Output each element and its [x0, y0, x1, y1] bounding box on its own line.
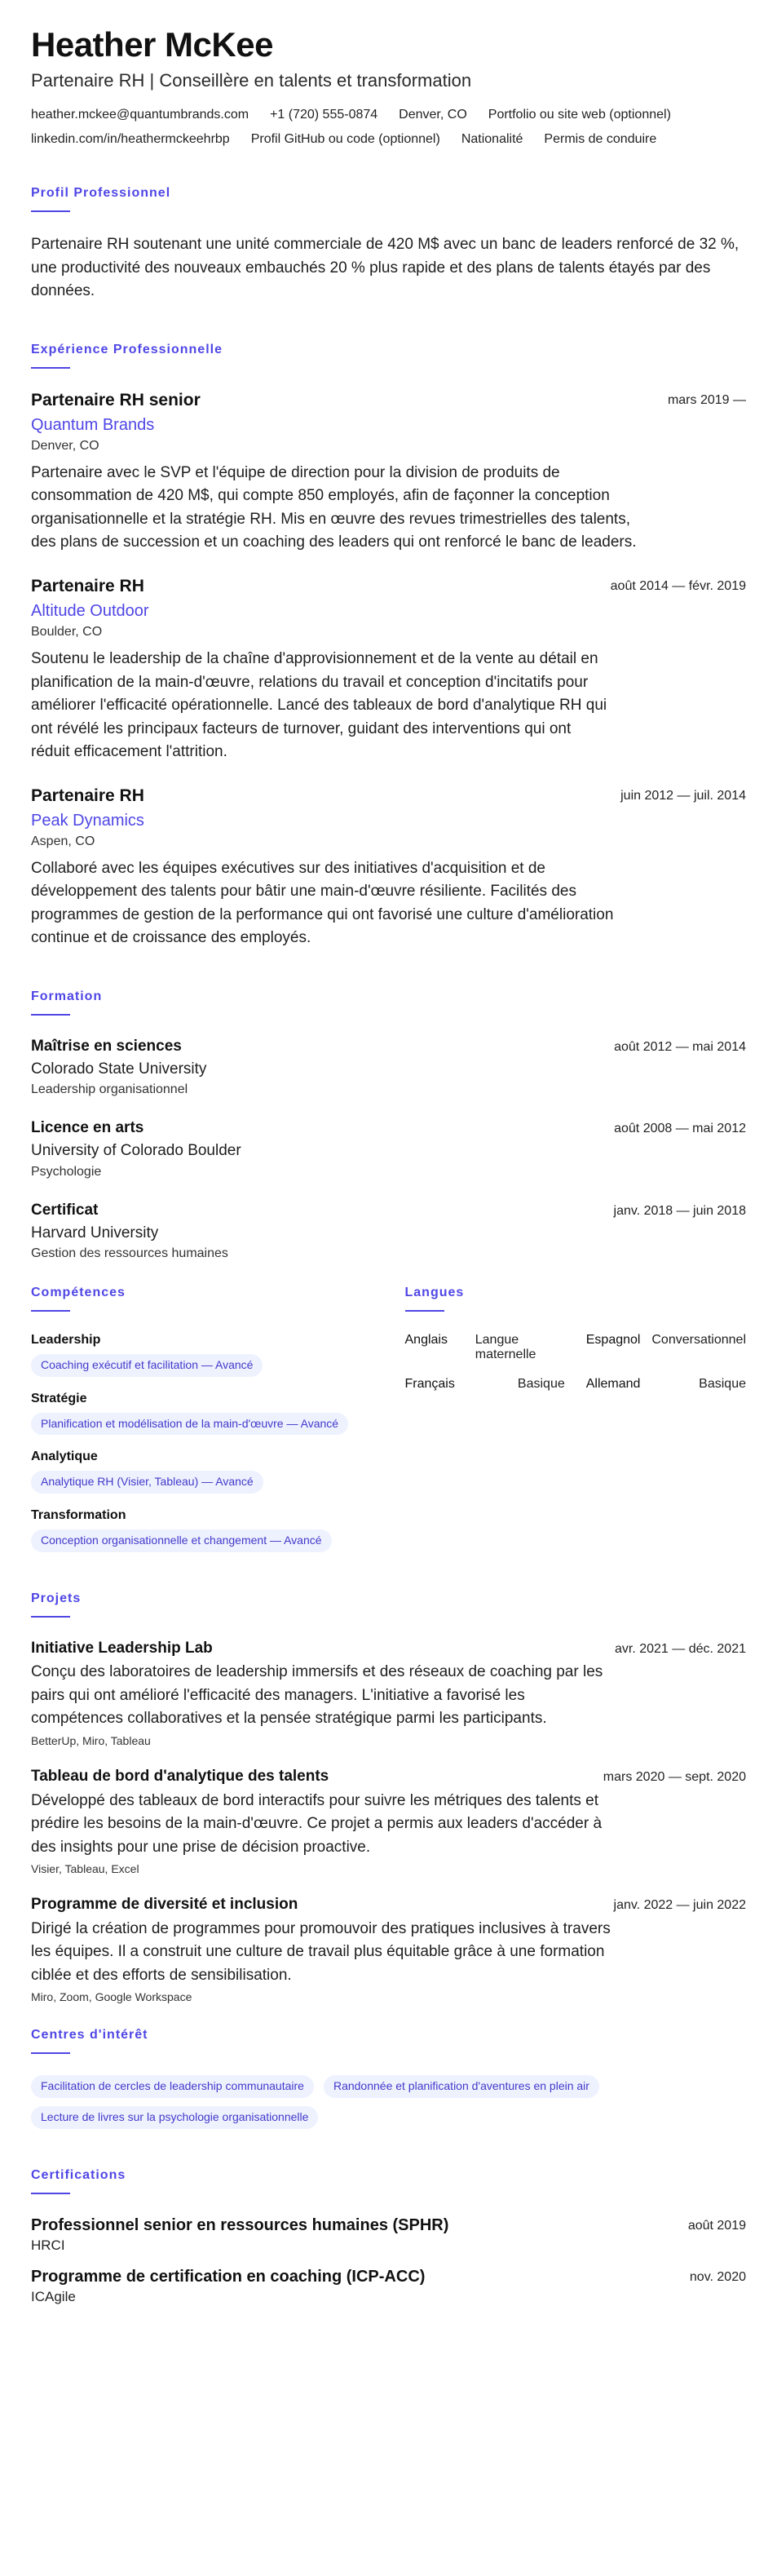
job-title: Partenaire RH senior — [31, 390, 201, 409]
language-list — [405, 1333, 747, 1392]
job-title: Partenaire RH — [31, 576, 144, 595]
company-name: Peak Dynamics — [31, 811, 144, 830]
company-name: Altitude Outdoor — [31, 602, 149, 621]
job-title: Partenaire RH — [31, 786, 144, 805]
job-description: Collaboré avec les équipes exécutives sur des initiatives d'acquisition et de développement des talents pour bâtir une main-d'œuvre résiliente. Facilités des programmes de gestion de la performance qui ont favorisé une culture d'amélioration continue et de croissance des employés. — [31, 859, 614, 947]
interest-pill: Lecture de livres sur la psychologie organisationnelle — [31, 2106, 318, 2129]
language-name: Anglais — [404, 1333, 448, 1348]
skill-group-title: Transformation — [31, 1508, 126, 1523]
education-dates: janv. 2018 — juin 2018 — [613, 1203, 746, 1218]
section-title: Centres d'intérêt — [31, 2028, 148, 2043]
contact-nationality: Nationalité — [461, 132, 523, 147]
section-title: Formation — [31, 989, 103, 1003]
language-level: Basique — [699, 1377, 746, 1392]
skill-pill: Planification et modélisation de la main-d'œuvre — Avancé — [31, 1413, 348, 1436]
resume-header — [31, 26, 746, 147]
job-dates: août 2014 — févr. 2019 — [610, 578, 746, 593]
field-of-study: Psychologie — [31, 1164, 102, 1179]
degree-name: Maîtrise en sciences — [31, 1037, 182, 1055]
job-location: Boulder, CO — [31, 625, 103, 640]
section-title: Projets — [31, 1591, 82, 1605]
skill-pill: Analytique RH (Visier, Tableau) — Avancé — [31, 1471, 263, 1494]
language-name: Allemand — [585, 1377, 641, 1392]
project-name: Tableau de bord d'analytique des talents — [31, 1767, 329, 1785]
project-item — [31, 1767, 746, 1875]
education-dates: août 2008 — mai 2012 — [614, 1122, 746, 1136]
degree-name: Certificat — [31, 1201, 99, 1219]
section-title: Langues — [404, 1286, 465, 1300]
certifications-section — [31, 2168, 746, 2305]
contact-email[interactable]: heather.mckee@quantumbrands.com — [31, 108, 249, 122]
interests-section — [31, 2028, 746, 2128]
interest-pill: Facilitation de cercles de leadership communautaire — [31, 2075, 314, 2098]
language-level: Langue maternelle — [475, 1333, 536, 1362]
education-item — [31, 1118, 746, 1179]
project-description: Conçu des laboratoires de leadership immersifs et des réseaux de coaching par les pairs qui ont amélioré l'efficacité des managers. L'initiative a favorisé les compétences collaboratives et la pensée stratégique parmi les participants. — [31, 1663, 603, 1728]
section-title: Compétences — [31, 1286, 126, 1300]
skill-group-title: Stratégie — [31, 1391, 87, 1405]
experience-item — [31, 786, 746, 950]
section-divider — [31, 2193, 70, 2194]
project-dates: avr. 2021 — déc. 2021 — [615, 1641, 746, 1656]
skills-languages-row — [31, 1286, 746, 1551]
language-level: Conversationnel — [651, 1333, 746, 1348]
skill-group-title: Leadership — [31, 1333, 101, 1348]
education-item — [31, 1201, 746, 1261]
languages-section — [405, 1286, 747, 1551]
project-item — [31, 1895, 746, 2003]
section-title: Certifications — [31, 2167, 126, 2182]
section-divider — [31, 1616, 70, 1618]
school-name: University of Colorado Boulder — [31, 1142, 241, 1160]
contact-location: Denver, CO — [399, 108, 467, 122]
candidate-headline: Partenaire RH | Conseillère en talents et transformation — [31, 70, 472, 91]
field-of-study: Leadership organisationnel — [31, 1082, 188, 1097]
project-tools: BetterUp, Miro, Tableau — [31, 1733, 151, 1747]
contact-list — [31, 108, 746, 147]
project-tools: Miro, Zoom, Google Workspace — [31, 1990, 192, 2004]
skills-section — [31, 1286, 373, 1551]
language-item — [405, 1333, 565, 1362]
experience-section — [31, 343, 746, 950]
certification-item — [31, 2267, 746, 2305]
degree-name: Licence en arts — [31, 1119, 144, 1137]
job-location: Denver, CO — [31, 438, 99, 453]
experience-item — [31, 390, 746, 555]
job-description: Soutenu le leadership de la chaîne d'approvisionnement et de la vente au détail en planification de la main-d'œuvre, relations du travail et conception d'incitatifs pour améliorer l'efficacité opérationnelle. Lancé des tableaux de bord d'analytique RH qui ont révélé les principaux facteurs de turnover, guidant des interventions qui ont réduit efficacement l'attrition. — [31, 650, 607, 761]
interest-pill: Randonnée et planification d'aventures en plein air — [324, 2075, 599, 2098]
language-item — [586, 1377, 746, 1392]
job-dates: juin 2012 — juil. 2014 — [620, 788, 746, 803]
section-divider — [31, 1014, 70, 1016]
project-name: Initiative Leadership Lab — [31, 1639, 213, 1657]
projects-section — [31, 1591, 746, 2004]
project-tools: Visier, Tableau, Excel — [31, 1862, 139, 1876]
section-divider — [31, 1310, 70, 1312]
school-name: Harvard University — [31, 1224, 159, 1242]
contact-phone[interactable]: +1 (720) 555-0874 — [270, 108, 378, 122]
certification-issuer: ICAgile — [31, 2288, 76, 2304]
contact-portfolio[interactable]: Portfolio ou site web (optionnel) — [488, 108, 671, 122]
education-dates: août 2012 — mai 2014 — [614, 1039, 746, 1054]
section-divider — [31, 2052, 70, 2054]
project-dates: janv. 2022 — juin 2022 — [613, 1898, 746, 1913]
project-description: Développé des tableaux de bord interactifs pour suivre les métriques des talents et prédire les besoins de la main-d'œuvre. Ce projet a permis aux leaders d'accéder à des insights pour une prise de décision proactive. — [31, 1791, 603, 1856]
section-divider — [405, 1310, 444, 1312]
skill-group-title: Analytique — [31, 1450, 98, 1464]
school-name: Colorado State University — [31, 1060, 207, 1078]
certification-issuer: HRCI — [31, 2237, 65, 2253]
project-name: Programme de diversité et inclusion — [31, 1896, 298, 1914]
contact-linkedin[interactable]: linkedin.com/in/heathermckeehrbp — [31, 132, 230, 147]
skill-pill: Coaching exécutif et facilitation — Avancé — [31, 1354, 263, 1377]
language-name: Espagnol — [585, 1333, 641, 1348]
contact-driving-license: Permis de conduire — [544, 132, 657, 147]
profile-summary: Partenaire RH soutenant une unité commerciale de 420 M$ avec un banc de leaders renforcé de 32 %, une productivité des nouveaux embauchés 20 % plus rapide et des plans de talents étayés par des données. — [31, 236, 739, 300]
language-item — [586, 1333, 746, 1362]
candidate-name: Heather McKee — [31, 25, 273, 64]
section-divider — [31, 210, 70, 212]
education-item — [31, 1037, 746, 1097]
education-section — [31, 989, 746, 1261]
section-divider — [31, 367, 70, 369]
skill-pill: Conception organisationnelle et changement — Avancé — [31, 1529, 332, 1552]
job-location: Aspen, CO — [31, 834, 95, 848]
project-dates: mars 2020 — sept. 2020 — [603, 1769, 746, 1784]
language-level: Basique — [517, 1377, 565, 1392]
language-name: Français — [404, 1377, 455, 1392]
certification-item — [31, 2215, 746, 2254]
project-description: Dirigé la création de programmes pour promouvoir des pratiques inclusives à travers les équipes. Il a construit une culture de travail plus équitable grâce à une formation ciblée et des efforts de sensibilisation. — [31, 1919, 611, 1984]
job-description: Partenaire avec le SVP et l'équipe de direction pour la division de produits de consommation de 420 M$, qui compte 850 employés, afin de façonner la conception organisationnelle et la stratégie RH. Mis en œuvre des revues trimestrielles des talents, des plans de succession et un coaching des leaders qui ont renforcé le banc de leaders. — [31, 463, 637, 551]
experience-item — [31, 576, 746, 764]
profile-section — [31, 186, 746, 303]
certification-name: Programme de certification en coaching (ICP-ACC) — [31, 2267, 426, 2286]
project-item — [31, 1639, 746, 1747]
language-item — [405, 1377, 565, 1392]
section-title: Expérience Professionnelle — [31, 342, 223, 356]
company-name: Quantum Brands — [31, 415, 155, 434]
certification-date: nov. 2020 — [689, 2269, 746, 2284]
contact-github[interactable]: Profil GitHub ou code (optionnel) — [250, 132, 440, 147]
certification-date: août 2019 — [687, 2218, 746, 2233]
section-title: Profil Professionnel — [31, 186, 171, 201]
job-dates: mars 2019 — — [667, 392, 746, 407]
certification-name: Professionnel senior en ressources humaines (SPHR) — [31, 2215, 449, 2234]
interest-list — [31, 2075, 746, 2128]
field-of-study: Gestion des ressources humaines — [31, 1246, 228, 1261]
